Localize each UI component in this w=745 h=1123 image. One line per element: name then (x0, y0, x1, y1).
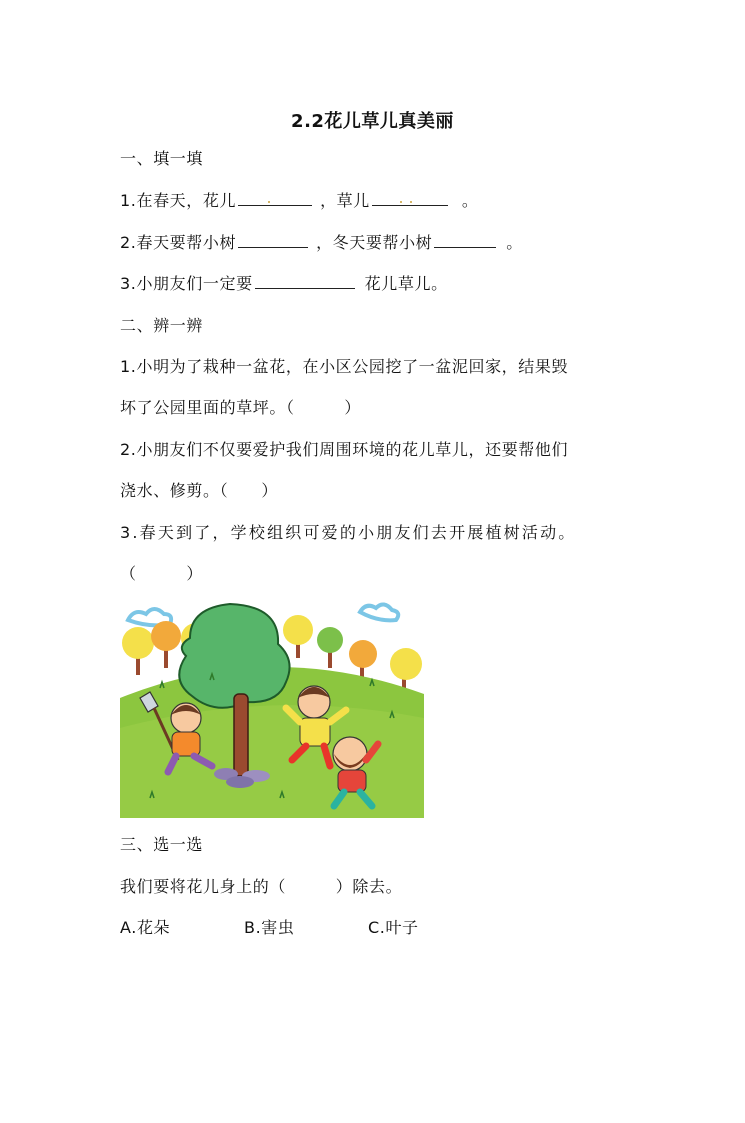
section-heading-fill: 一、填一填 (120, 149, 204, 168)
fill-question-2 (120, 233, 523, 253)
q1-text-c: 。 (461, 191, 479, 210)
q3-text-a: 3.小朋友们一定要 (120, 274, 253, 293)
judge-question-3-line-1: 3.春天到了，学校组织可爱的小朋友们去开展植树活动。 (120, 523, 577, 542)
q2-text-b: ，冬天要帮小树 (316, 233, 433, 252)
answer-blank[interactable] (372, 191, 448, 206)
answer-blank[interactable] (255, 274, 355, 289)
section-heading-choose: 三、选一选 (120, 835, 204, 854)
choose-question: 我们要将花儿身上的（ ）除去。 (120, 877, 403, 896)
answer-blank[interactable] (238, 233, 308, 248)
judge-question-1-line-1: 1.小明为了栽种一盆花，在小区公园挖了一盆泥回家，结果毁 (120, 357, 569, 376)
q1-text-a: 1.在春天，花儿 (120, 191, 237, 210)
children-planting-tree-illustration (120, 598, 424, 818)
q1-text-b: ，草儿 (320, 191, 370, 210)
judge-question-3-line-2: （ ） (120, 564, 204, 583)
judge-question-1-line-2: 坏了公园里面的草坪。（ ） (120, 398, 362, 417)
section-heading-judge: 二、辨一辨 (120, 316, 204, 335)
option-b[interactable]: B.害虫 (244, 918, 295, 937)
fill-question-3 (120, 274, 448, 294)
page-title: 2.2花儿草儿真美丽 (291, 111, 454, 132)
answer-blank[interactable] (238, 191, 312, 206)
choose-options (120, 918, 419, 938)
judge-question-2-line-2: 浇水、修剪。（ ） (120, 481, 279, 500)
q2-text-c: 。 (506, 233, 523, 252)
q2-text-a: 2.春天要帮小树 (120, 233, 237, 252)
answer-blank[interactable] (434, 233, 496, 248)
q3-text-b: 花儿草儿。 (364, 274, 448, 293)
judge-question-2-line-1: 2.小朋友们不仅要爱护我们周围环境的花儿草儿，还要帮他们 (120, 440, 569, 459)
option-c[interactable]: C.叶子 (368, 918, 419, 937)
fill-question-1 (120, 191, 479, 211)
option-a[interactable]: A.花朵 (120, 918, 171, 937)
